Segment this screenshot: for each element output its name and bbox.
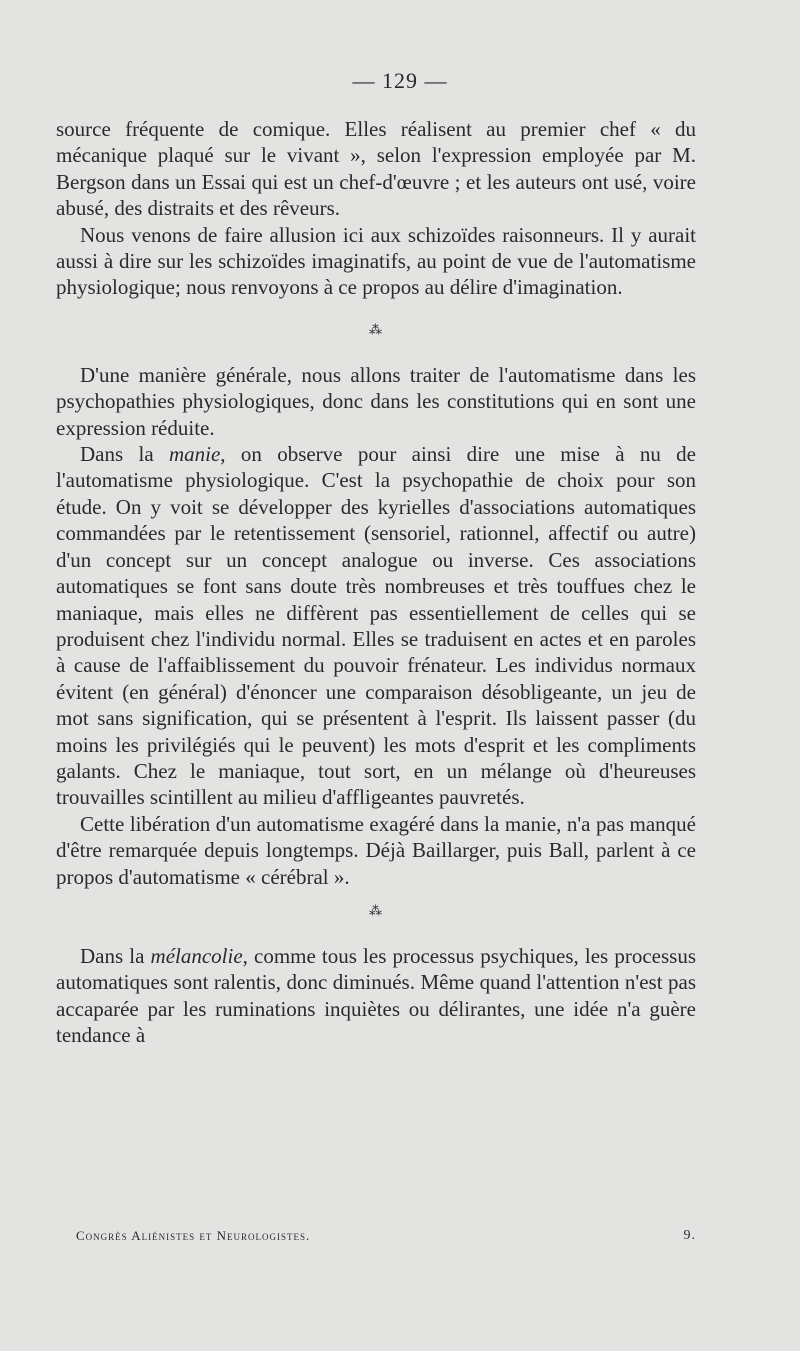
paragraph-2: Nous venons de faire allusion ici aux schizoïdes raisonneurs. Il y aurait aussi à dire sur les schizoïdes imaginatifs, au point de vue de l'automatisme physiologique; nous renvoyons à ce propos au délire d'imagination. — [56, 222, 696, 300]
paragraph-3: D'une manière générale, nous allons traiter de l'automatisme dans les psychopathies physiologiques, donc dans les constitutions qui en sont une expression réduite. — [56, 362, 696, 440]
paragraph-6: Dans la mélancolie, comme tous les processus psychiques, les processus automatiques sont ralentis, donc diminués. Même quand l'attention n'est pas accaparée par les ruminations inquiètes ou délirantes, une idée n'a guère tendance à — [56, 943, 696, 1048]
signature-mark: Congrès Aliénistes et Neurologistes. — [76, 1228, 311, 1243]
asterism-separator-1: ⁂ — [369, 321, 383, 337]
paragraph-5: Cette libération d'un automatisme exagéré dans la manie, n'a pas manqué d'être remarquée depuis longtemps. Déjà Baillarger, puis Ball, parlent à ce propos d'automatisme « cérébral ». — [56, 811, 696, 889]
sheet-number: 9. — [683, 1228, 696, 1243]
paragraph-1: source fréquente de comique. Elles réalisent au premier chef « du mécanique plaqué sur le vivant », selon l'expression employée par M. Bergson dans un Essai qui est un chef-d'œuvre ; et les auteurs ont usé, voire abusé, des distraits et des rêveurs. — [56, 117, 696, 221]
asterism-separator-2: ⁂ — [369, 902, 383, 918]
page-number: — 129 — — [352, 68, 448, 93]
italic-term-melancolie: mélancolie — [150, 943, 243, 968]
body-text — [56, 116, 696, 1049]
paragraph-4: Dans la manie, on observe pour ainsi dire une mise à nu de l'automatisme physiologique. C'est la psychopathie de choix pour son étude. On y voit se développer des kyrielles d'associations automatiques commandées par le retentissement (sensoriel, rationnel, affectif ou autre) d'un concept sur un concept analogue ou inverse. Ces associations automatiques se font sans doute très nombreuses et très touffues chez le maniaque, mais elles ne diffèrent pas essentiellement de celles qui se produisent chez l'individu normal. Elles se traduisent en actes et en paroles à cause de l'affaiblissement du pouvoir frénateur. Les individus normaux évitent (en général) d'énoncer une comparaison désobligeante, un jeu de mot sans signification, qui se présentent à l'esprit. Ils laissent passer (du moins les privilégiés qui le peuvent) les mots d'esprit et les compliments galants. Chez le maniaque, tout sort, en un mélange où d'heureuses trouvailles scintillent au milieu d'affligeantes pauvretés. — [56, 442, 696, 810]
italic-term-manie: manie — [168, 442, 221, 467]
page-footer — [76, 1228, 696, 1244]
